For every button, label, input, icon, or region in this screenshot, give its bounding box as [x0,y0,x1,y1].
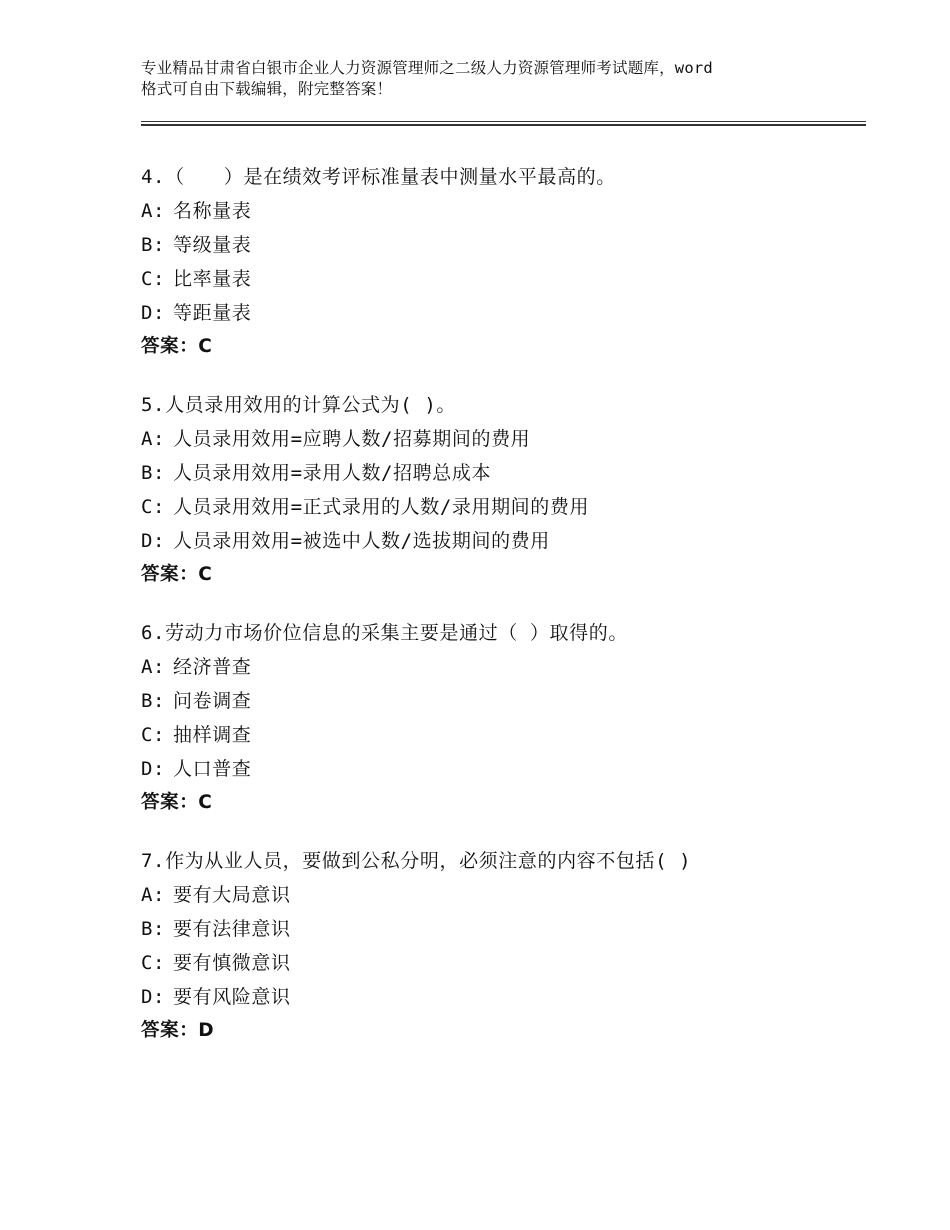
question-list [141,160,871,1072]
option-a [141,650,871,684]
option-d [141,752,871,786]
option-text: 问卷调查 [173,690,252,712]
answer: 答案：C [141,792,213,813]
option-key: D: [141,986,166,1008]
option-key: A: [141,884,166,906]
option-key: C: [141,268,166,290]
option-text: 抽样调查 [173,724,252,746]
option-text: 要有风险意识 [173,986,291,1008]
option-text: 人员录用效用=应聘人数/招募期间的费用 [173,428,531,450]
option-text: 等级量表 [173,234,252,256]
option-d [141,524,871,558]
option-key: B: [141,462,166,484]
option-c [141,946,871,980]
question-7 [141,844,871,1048]
option-c [141,262,871,296]
question-stem: 4.（ ）是在绩效考评标准量表中测量水平最高的。 [141,166,616,188]
option-text: 要有法律意识 [173,918,291,940]
option-key: B: [141,690,166,712]
question-stem: 7.作为从业人员，要做到公私分明，必须注意的内容不包括( ) [141,850,692,872]
option-text: 人员录用效用=被选中人数/选拔期间的费用 [173,530,550,552]
option-text: 人口普查 [173,758,252,780]
option-text: 要有大局意识 [173,884,291,906]
header-divider [141,121,866,126]
question-4 [141,160,871,364]
question-stem: 6.劳动力市场价位信息的采集主要是通过（ ）取得的。 [141,622,628,644]
answer: 答案：C [141,564,213,585]
option-key: D: [141,758,166,780]
answer: 答案：D [141,1020,215,1041]
option-d [141,980,871,1014]
option-b [141,456,871,490]
option-text: 人员录用效用=录用人数/招聘总成本 [173,462,492,484]
option-b [141,912,871,946]
question-stem: 5.人员录用效用的计算公式为( )。 [141,394,456,416]
option-key: A: [141,428,166,450]
option-d [141,296,871,330]
option-text: 要有慎微意识 [173,952,291,974]
option-key: C: [141,724,166,746]
question-6 [141,616,871,820]
header-line-1: 专业精品甘肃省白银市企业人力资源管理师之二级人力资源管理师考试题库，word [141,59,713,77]
option-key: C: [141,952,166,974]
option-a [141,422,871,456]
document-header [141,58,841,100]
option-key: A: [141,200,166,222]
answer: 答案：C [141,336,213,357]
option-key: D: [141,530,166,552]
option-c [141,490,871,524]
option-key: B: [141,234,166,256]
option-key: D: [141,302,166,324]
option-text: 等距量表 [173,302,252,324]
option-key: C: [141,496,166,518]
option-b [141,684,871,718]
option-text: 比率量表 [173,268,252,290]
option-text: 人员录用效用=正式录用的人数/录用期间的费用 [173,496,590,518]
option-b [141,228,871,262]
option-a [141,194,871,228]
option-text: 经济普查 [173,656,252,678]
option-key: B: [141,918,166,940]
option-key: A: [141,656,166,678]
option-c [141,718,871,752]
option-text: 名称量表 [173,200,252,222]
header-line-2: 格式可自由下载编辑，附完整答案！ [141,80,393,98]
option-a [141,878,871,912]
question-5 [141,388,871,592]
